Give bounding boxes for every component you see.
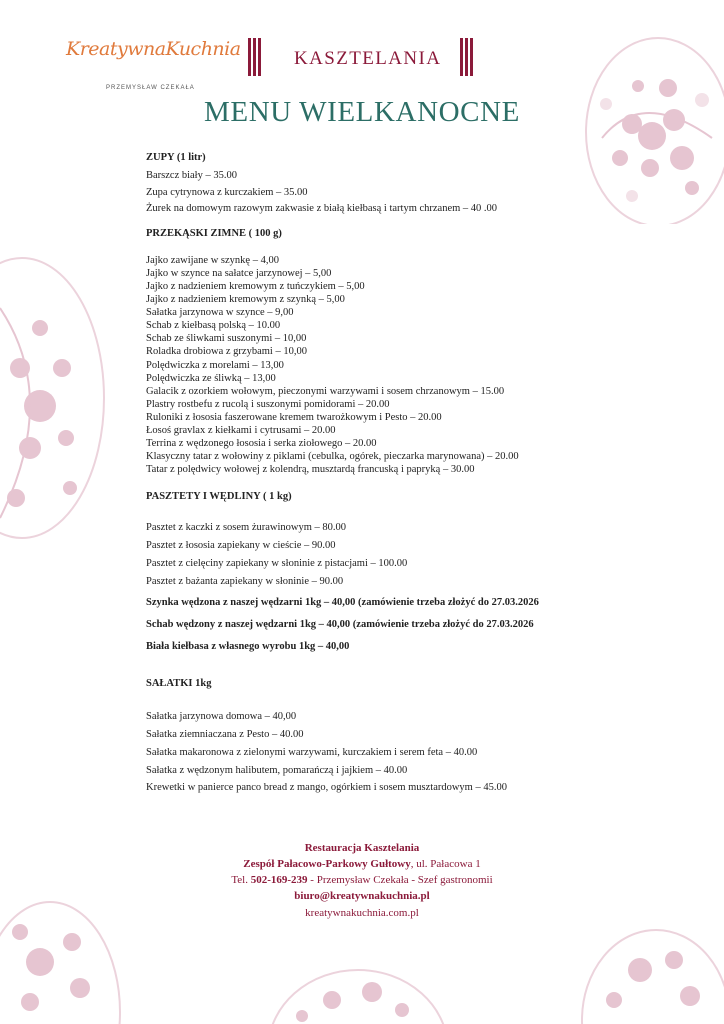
footer-email-line (0, 890, 724, 902)
menu-item: Jajko z nadzieniem kremowym z szynką – 5,00 (146, 294, 345, 305)
easter-egg-decoration-bottom-center (262, 960, 454, 1024)
menu-item: Sałatka z wędzonym halibutem, pomarańczą i jajkiem – 40.00 (146, 765, 408, 776)
menu-item-bold: Biała kiełbasa z własnego wyrobu 1kg – 40,00 (146, 641, 350, 652)
menu-item: Jajko z nadzieniem kremowym z tuńczykiem – 5,00 (146, 281, 365, 292)
menu-item: Schab ze śliwkami suszonymi – 10,00 (146, 333, 307, 344)
email-link[interactable]: biuro@kreatywnakuchnia.pl (294, 890, 430, 902)
menu-item: Sałatka ziemniaczana z Pesto – 40.00 (146, 729, 304, 740)
menu-item: Polędwiczka z morelami – 13,00 (146, 360, 284, 371)
footer-address (0, 858, 724, 870)
section-title-pasztety: PASZTETY I WĘDLINY ( 1 kg) (146, 491, 292, 502)
logo-subtitle: PRZEMYSŁAW CZEKAŁA (106, 85, 195, 91)
menu-item: Roladka drobiowa z grzybami – 10,00 (146, 346, 307, 357)
footer-website-line (0, 907, 724, 919)
menu-item: Terrina z wędzonego łososia i serka ziołowego – 20.00 (146, 438, 377, 449)
menu-item: Tatar z polędwicy wołowej z kolendrą, musztardą francuską i papryką – 30.00 (146, 464, 475, 475)
footer-phone-line (0, 874, 724, 886)
menu-item: Pasztet z kaczki z sosem żurawinowym – 80.00 (146, 522, 347, 533)
menu-item: Krewetki w panierce panco bread z mango, ogórkiem i sosem musztardowym – 45.00 (146, 782, 507, 793)
menu-item: Pasztet z cielęciny zapiekany w słoninie z pistacjami – 100.00 (146, 558, 408, 569)
menu-item: Jajko w szynce na sałatce jarzynowej – 5,00 (146, 268, 332, 279)
restaurant-name: Restauracja Kasztelania (304, 842, 420, 854)
menu-item-bold: Szynka wędzona z naszej wędzarni 1kg – 40,00 (zamówienie trzeba złożyć do 27.03.2026 (146, 597, 539, 608)
menu-item: Zupa cytrynowa z kurczakiem – 35.00 (146, 187, 308, 198)
menu-item: Jajko zawijane w szynkę – 4,00 (146, 255, 279, 266)
menu-item: Łosoś gravlax z kiełkami i cytrusami – 20.00 (146, 425, 336, 436)
menu-item: Sałatka makaronowa z zielonymi warzywami, kurczakiem i serem feta – 40.00 (146, 747, 478, 758)
menu-item: Ruloniki z łososia faszerowane kremem twarożkowym i Pesto – 20.00 (146, 412, 442, 423)
section-title-zupy: ZUPY (1 litr) (146, 152, 206, 163)
address-rest: , ul. Pałacowa 1 (410, 858, 481, 870)
menu-item: Plastry rostbefu z rucolą i suszonymi pomidorami – 20.00 (146, 399, 390, 410)
kreatywna-kuchnia-logo (66, 34, 241, 96)
tel-label: Tel. (231, 874, 251, 886)
menu-item: Barszcz biały – 35.00 (146, 170, 237, 181)
menu-item: Pasztet z bażanta zapiekany w słoninie – 90.00 (146, 576, 344, 587)
menu-item: Schab z kiełbasą polską – 10.00 (146, 320, 281, 331)
menu-item: Sałatka jarzynowa domowa – 40,00 (146, 711, 297, 722)
footer-restaurant-name (0, 842, 724, 854)
phone-number[interactable]: 502-169-239 (250, 874, 308, 886)
easter-egg-decoration-bottom-right (570, 920, 724, 1024)
tel-rest: - Przemysław Czekała - Szef gastronomii (307, 874, 493, 886)
menu-item: Żurek na domowym razowym zakwasie z białą kiełbasą i tartym chrzanem – 40 .00 (146, 203, 498, 214)
logo-script-text: KreatywnaKuchnia (66, 38, 241, 60)
easter-egg-decoration-left (0, 248, 112, 548)
section-title-przekaski: PRZEKĄSKI ZIMNE ( 100 g) (146, 228, 282, 239)
menu-item: Sałatka jarzynowa w szynce – 9,00 (146, 307, 294, 318)
menu-item: Polędwiczka ze śliwką – 13,00 (146, 373, 276, 384)
section-title-salatki: SAŁATKI 1kg (146, 678, 212, 689)
website-link[interactable]: kreatywnakuchnia.com.pl (305, 907, 419, 919)
menu-item: Klasyczny tatar z wołowiny z piklami (cebulka, ogórek, pieczarka marynowana) – 20.00 (146, 451, 519, 462)
menu-item-bold: Schab wędzony z naszej wędzarni 1kg – 40,00 (zamówienie trzeba złożyć do 27.03.2026 (146, 619, 534, 630)
menu-item: Pasztet z łososia zapiekany w cieście – 90.00 (146, 540, 336, 551)
address-bold: Zespół Pałacowo-Parkowy Gułtowy (243, 858, 411, 870)
menu-title: MENU WIELKANOCNE (204, 96, 520, 128)
kasztelania-title: KASZTELANIA (294, 48, 442, 69)
menu-item: Galacik z ozorkiem wołowym, pieczonymi warzywami i sosem chrzanowym – 15.00 (146, 386, 505, 397)
